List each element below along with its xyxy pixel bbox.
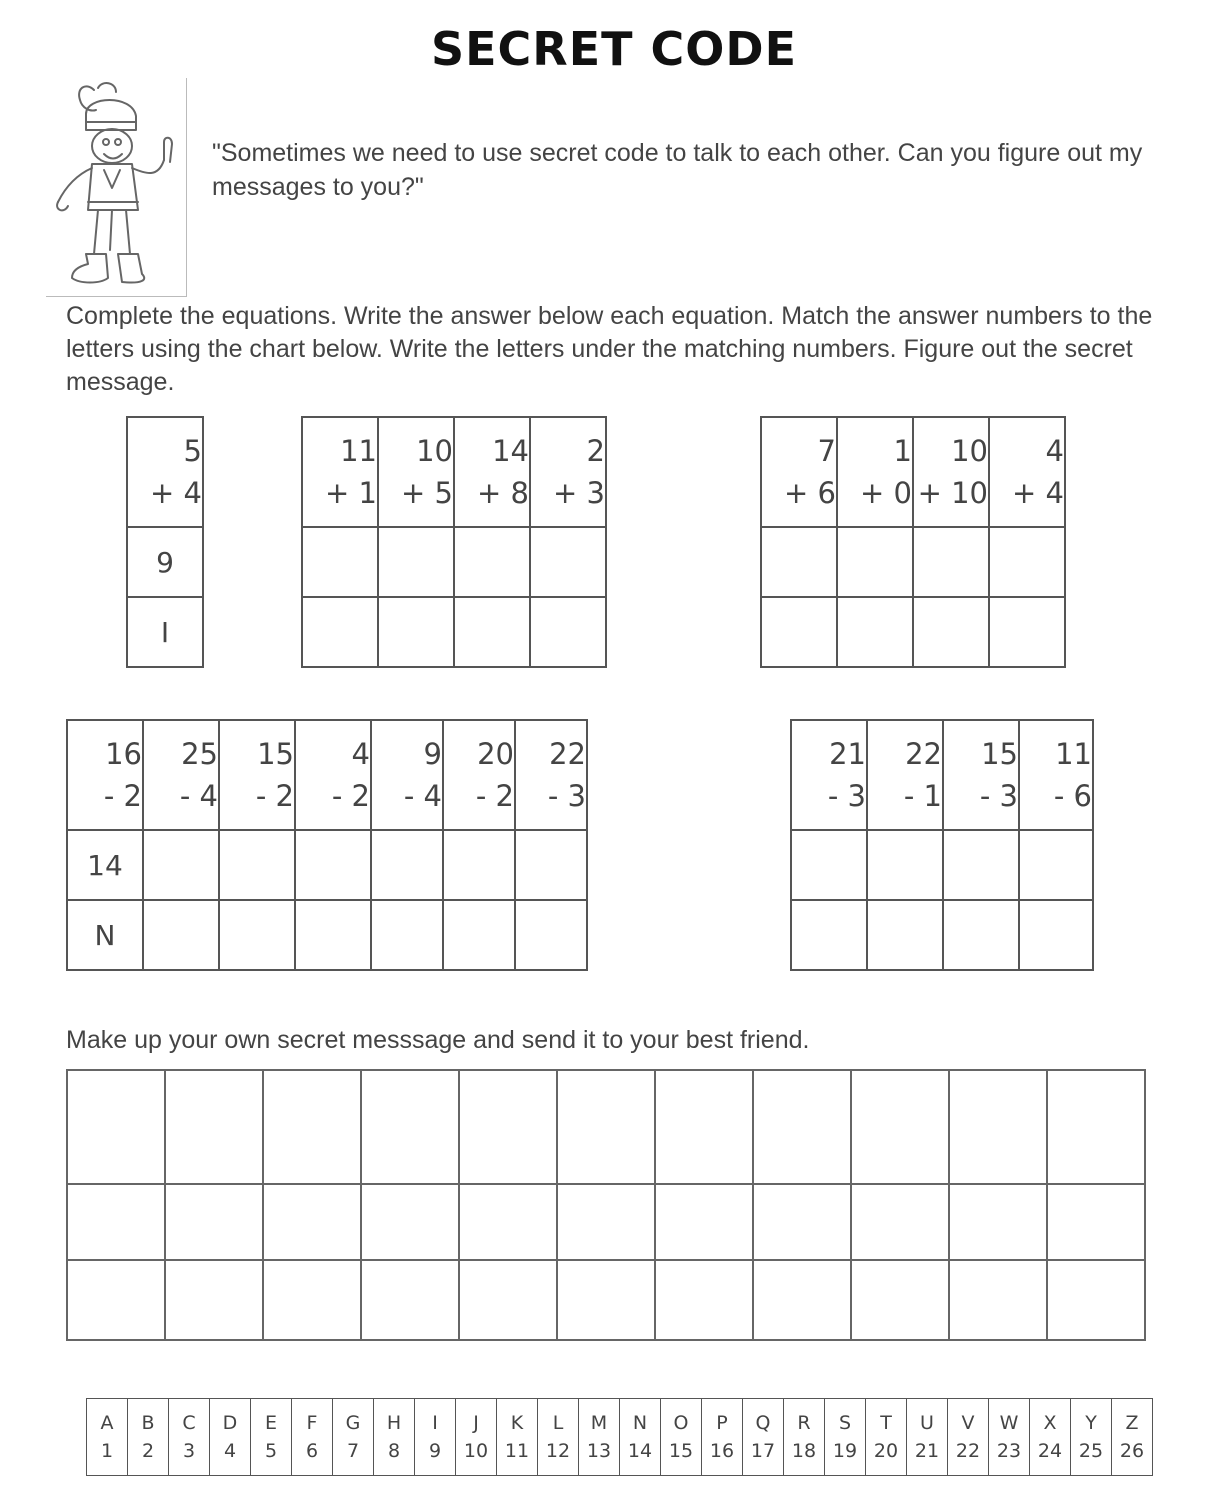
puzzle-table-4 [66,719,588,971]
message-cell[interactable] [165,1184,263,1260]
alphabet-number: 26 [1119,1440,1145,1462]
alphabet-letter: L [552,1412,564,1434]
message-cell[interactable] [459,1184,557,1260]
letter-cell[interactable] [443,900,515,970]
alphabet-number: 10 [463,1440,489,1462]
alphabet-letter: Y [1085,1412,1097,1434]
letter-cell[interactable] [1019,900,1093,970]
equation-bottom: - 3 [547,779,586,813]
alphabet-cell [825,1399,866,1476]
equation-bottom: - 2 [475,779,514,813]
alphabet-number: 1 [100,1440,114,1462]
equation-cell [530,417,606,527]
message-cell[interactable] [67,1260,165,1340]
message-cell[interactable] [67,1184,165,1260]
letter-cell[interactable]: I [127,597,203,667]
equation-cell [989,417,1065,527]
message-cell[interactable] [557,1070,655,1184]
equation-bottom: - 3 [827,779,866,813]
alphabet-number: 3 [182,1440,196,1462]
letter-cell[interactable] [761,597,837,667]
equation-cell [454,417,530,527]
letter-row [791,900,1093,970]
alphabet-number: 24 [1037,1440,1063,1462]
equation-cell [302,417,378,527]
letter-cell[interactable] [295,900,371,970]
letter-cell[interactable] [219,900,295,970]
equation-row [127,417,203,527]
letter-cell[interactable] [143,900,219,970]
answer-cell[interactable] [295,830,371,900]
answer-cell[interactable] [913,527,989,597]
alphabet-cell [702,1399,743,1476]
message-cell[interactable] [753,1184,851,1260]
equation-bottom: - 3 [979,779,1018,813]
message-cell[interactable] [557,1260,655,1340]
alphabet-code-chart [86,1398,1153,1476]
equation-cell [943,720,1019,830]
message-cell[interactable] [263,1184,361,1260]
message-cell[interactable] [361,1070,459,1184]
equation-cell [219,720,295,830]
alphabet-letter: J [473,1412,479,1434]
alphabet-number: 6 [305,1440,319,1462]
alphabet-cell [866,1399,907,1476]
equation-row [67,720,587,830]
alphabet-number: 23 [996,1440,1022,1462]
equation-top: 7 [817,434,836,468]
answer-cell[interactable] [989,527,1065,597]
alphabet-letter: F [306,1412,318,1434]
equation-top: 5 [183,434,202,468]
equation-top: 21 [829,737,866,771]
alphabet-number: 25 [1078,1440,1104,1462]
own-message-prompt: Make up your own secret messsage and send it to your best friend. [66,1026,810,1054]
answer-cell[interactable] [791,830,867,900]
alphabet-letter: M [590,1412,608,1434]
message-cell[interactable] [753,1260,851,1340]
puzzle-table-2 [301,416,607,668]
alphabet-number: 15 [668,1440,694,1462]
answer-cell[interactable] [219,830,295,900]
answer-cell[interactable] [378,527,454,597]
equation-bottom: + 10 [917,476,988,510]
alphabet-cell [784,1399,825,1476]
letter-cell[interactable] [791,900,867,970]
letter-cell[interactable] [989,597,1065,667]
message-cell[interactable] [459,1070,557,1184]
alphabet-cell [415,1399,456,1476]
alphabet-number: 16 [709,1440,735,1462]
equation-cell [67,720,143,830]
letter-row [761,597,1065,667]
alphabet-number: 5 [264,1440,278,1462]
letter-cell[interactable] [943,900,1019,970]
message-cell[interactable] [361,1184,459,1260]
equation-bottom: - 2 [103,779,142,813]
alphabet-letter: X [1043,1412,1057,1434]
equation-top: 22 [549,737,586,771]
alphabet-letter: P [716,1412,728,1434]
letter-row [127,597,203,667]
equation-top: 15 [981,737,1018,771]
alphabet-letter: V [961,1412,975,1434]
answer-cell[interactable] [837,527,913,597]
equation-cell [371,720,443,830]
equation-cell [378,417,454,527]
equation-cell [761,417,837,527]
alphabet-number: 20 [873,1440,899,1462]
equation-cell [515,720,587,830]
alphabet-number: 4 [223,1440,237,1462]
mascot-quote: "Sometimes we need to use secret code to talk to each other. Can you figure out my messages to you?" [212,139,1143,201]
answer-row [791,830,1093,900]
letter-cell[interactable] [913,597,989,667]
equation-top: 14 [492,434,529,468]
alphabet-number: 14 [627,1440,653,1462]
alphabet-cell [1071,1399,1112,1476]
alphabet-letter: Z [1125,1412,1139,1434]
message-cell[interactable] [1047,1184,1145,1260]
message-cell[interactable] [67,1070,165,1184]
message-cell[interactable] [1047,1260,1145,1340]
equation-cell [837,417,913,527]
message-cell[interactable] [949,1070,1047,1184]
mascot-illustration [46,78,187,297]
message-cell[interactable] [655,1260,753,1340]
equation-bottom: + 0 [860,476,912,510]
equation-cell [443,720,515,830]
equation-top: 25 [181,737,218,771]
equation-top: 15 [257,737,294,771]
equation-bottom: - 4 [403,779,442,813]
equation-bottom: - 4 [179,779,218,813]
page-title: SECRET CODE [430,22,798,76]
equation-bottom: + 5 [401,476,453,510]
message-cell[interactable] [851,1184,949,1260]
puzzle-table-3 [760,416,1066,668]
alphabet-number: 8 [387,1440,401,1462]
letter-row [302,597,606,667]
message-cell[interactable] [1047,1070,1145,1184]
alphabet-cell [538,1399,579,1476]
equation-bottom: - 6 [1053,779,1092,813]
letter-cell[interactable] [378,597,454,667]
alphabet-letter: B [141,1412,155,1434]
message-cell[interactable] [165,1260,263,1340]
answer-cell[interactable]: 14 [67,830,143,900]
equation-top: 9 [423,737,442,771]
alphabet-letter: Q [755,1412,771,1434]
equation-bottom: - 2 [255,779,294,813]
equation-top: 11 [340,434,377,468]
alphabet-letter: D [222,1412,238,1434]
alphabet-number: 18 [791,1440,817,1462]
message-cell[interactable] [949,1184,1047,1260]
message-row [67,1184,1145,1260]
alphabet-letter: I [432,1412,438,1434]
answer-cell[interactable] [454,527,530,597]
equation-row [761,417,1065,527]
answer-cell[interactable] [867,830,943,900]
alphabet-cell [87,1399,128,1476]
alphabet-number: 7 [346,1440,360,1462]
equation-top: 10 [951,434,988,468]
message-row [67,1260,1145,1340]
answer-row [127,527,203,597]
answer-cell[interactable] [761,527,837,597]
alphabet-letter: E [264,1412,277,1434]
alphabet-letter: R [797,1412,811,1434]
answer-row [761,527,1065,597]
alphabet-cell [169,1399,210,1476]
answer-cell[interactable] [143,830,219,900]
alphabet-letter: N [632,1412,648,1434]
alphabet-letter: W [999,1412,1019,1434]
message-cell[interactable] [851,1260,949,1340]
alphabet-number: 11 [504,1440,530,1462]
alphabet-letter: O [673,1412,689,1434]
instructions-text: Complete the equations. Write the answer below each equation. Match the answer numbers to the letters using the chart below. Write the letters under the matching numbers. Figure out the secret message. [66,302,1153,396]
letter-cell[interactable] [515,900,587,970]
alphabet-letter: C [182,1412,196,1434]
alphabet-cell [948,1399,989,1476]
letter-cell[interactable] [454,597,530,667]
letter-cell[interactable] [530,597,606,667]
alphabet-number: 21 [914,1440,940,1462]
message-cell[interactable] [361,1260,459,1340]
alphabet-cell [989,1399,1030,1476]
equation-top: 16 [105,737,142,771]
message-cell[interactable] [753,1070,851,1184]
alphabet-number: 9 [428,1440,442,1462]
equation-top: 4 [1045,434,1064,468]
alphabet-letter: T [880,1412,892,1434]
alphabet-number: 17 [750,1440,776,1462]
letter-cell[interactable] [371,900,443,970]
answer-cell[interactable] [515,830,587,900]
message-row [67,1070,1145,1184]
equation-cell [791,720,867,830]
alphabet-cell [210,1399,251,1476]
answer-row [67,830,587,900]
alphabet-letter: H [386,1412,402,1434]
equation-top: 11 [1055,737,1092,771]
alphabet-cell [374,1399,415,1476]
alphabet-cell [620,1399,661,1476]
alphabet-number: 22 [955,1440,981,1462]
equation-bottom: - 2 [331,779,370,813]
letter-cell[interactable]: N [67,900,143,970]
equation-row [791,720,1093,830]
equation-cell [127,417,203,527]
equation-bottom: + 1 [325,476,377,510]
message-cell[interactable] [263,1260,361,1340]
alphabet-letter: U [920,1412,934,1434]
alphabet-number: 2 [141,1440,155,1462]
equation-bottom: + 4 [150,476,202,510]
equation-cell [913,417,989,527]
alphabet-number: 13 [586,1440,612,1462]
answer-cell[interactable] [1019,830,1093,900]
alphabet-row [87,1399,1153,1476]
alphabet-cell [907,1399,948,1476]
puzzle-table-5 [790,719,1094,971]
letter-cell[interactable] [302,597,378,667]
equation-bottom: + 8 [477,476,529,510]
equation-top: 4 [351,737,370,771]
equation-cell [1019,720,1093,830]
equation-cell [295,720,371,830]
message-cell[interactable] [263,1070,361,1184]
alphabet-letter: K [510,1412,524,1434]
equation-row [302,417,606,527]
knight-mascot-icon [46,78,186,296]
alphabet-cell [1030,1399,1071,1476]
answer-row [302,527,606,597]
alphabet-number: 12 [545,1440,571,1462]
alphabet-number: 19 [832,1440,858,1462]
answer-cell[interactable] [443,830,515,900]
equation-top: 10 [416,434,453,468]
equation-top: 1 [893,434,912,468]
equation-top: 2 [586,434,605,468]
equation-bottom: + 4 [1012,476,1064,510]
equation-top: 22 [905,737,942,771]
message-cell[interactable] [557,1184,655,1260]
alphabet-cell [456,1399,497,1476]
answer-cell[interactable] [943,830,1019,900]
answer-cell[interactable] [371,830,443,900]
alphabet-cell [292,1399,333,1476]
answer-cell[interactable]: 9 [127,527,203,597]
alphabet-letter: G [345,1412,361,1434]
answer-cell[interactable] [530,527,606,597]
alphabet-cell [743,1399,784,1476]
alphabet-cell [497,1399,538,1476]
answer-cell[interactable] [302,527,378,597]
letter-cell[interactable] [837,597,913,667]
equation-bottom: + 3 [553,476,605,510]
alphabet-cell [333,1399,374,1476]
message-cell[interactable] [949,1260,1047,1340]
own-message-grid [66,1069,1146,1341]
letter-cell[interactable] [867,900,943,970]
alphabet-cell [579,1399,620,1476]
alphabet-letter: A [100,1412,114,1434]
equation-cell [143,720,219,830]
letter-row [67,900,587,970]
message-cell[interactable] [851,1070,949,1184]
equation-bottom: + 6 [784,476,836,510]
message-cell[interactable] [459,1260,557,1340]
alphabet-letter: S [838,1412,852,1434]
alphabet-cell [1112,1399,1153,1476]
equation-bottom: - 1 [903,779,942,813]
equation-top: 20 [477,737,514,771]
alphabet-cell [661,1399,702,1476]
equation-cell [867,720,943,830]
puzzle-table-1 [126,416,204,668]
message-cell[interactable] [655,1184,753,1260]
alphabet-cell [128,1399,169,1476]
message-cell[interactable] [655,1070,753,1184]
message-cell[interactable] [165,1070,263,1184]
alphabet-cell [251,1399,292,1476]
